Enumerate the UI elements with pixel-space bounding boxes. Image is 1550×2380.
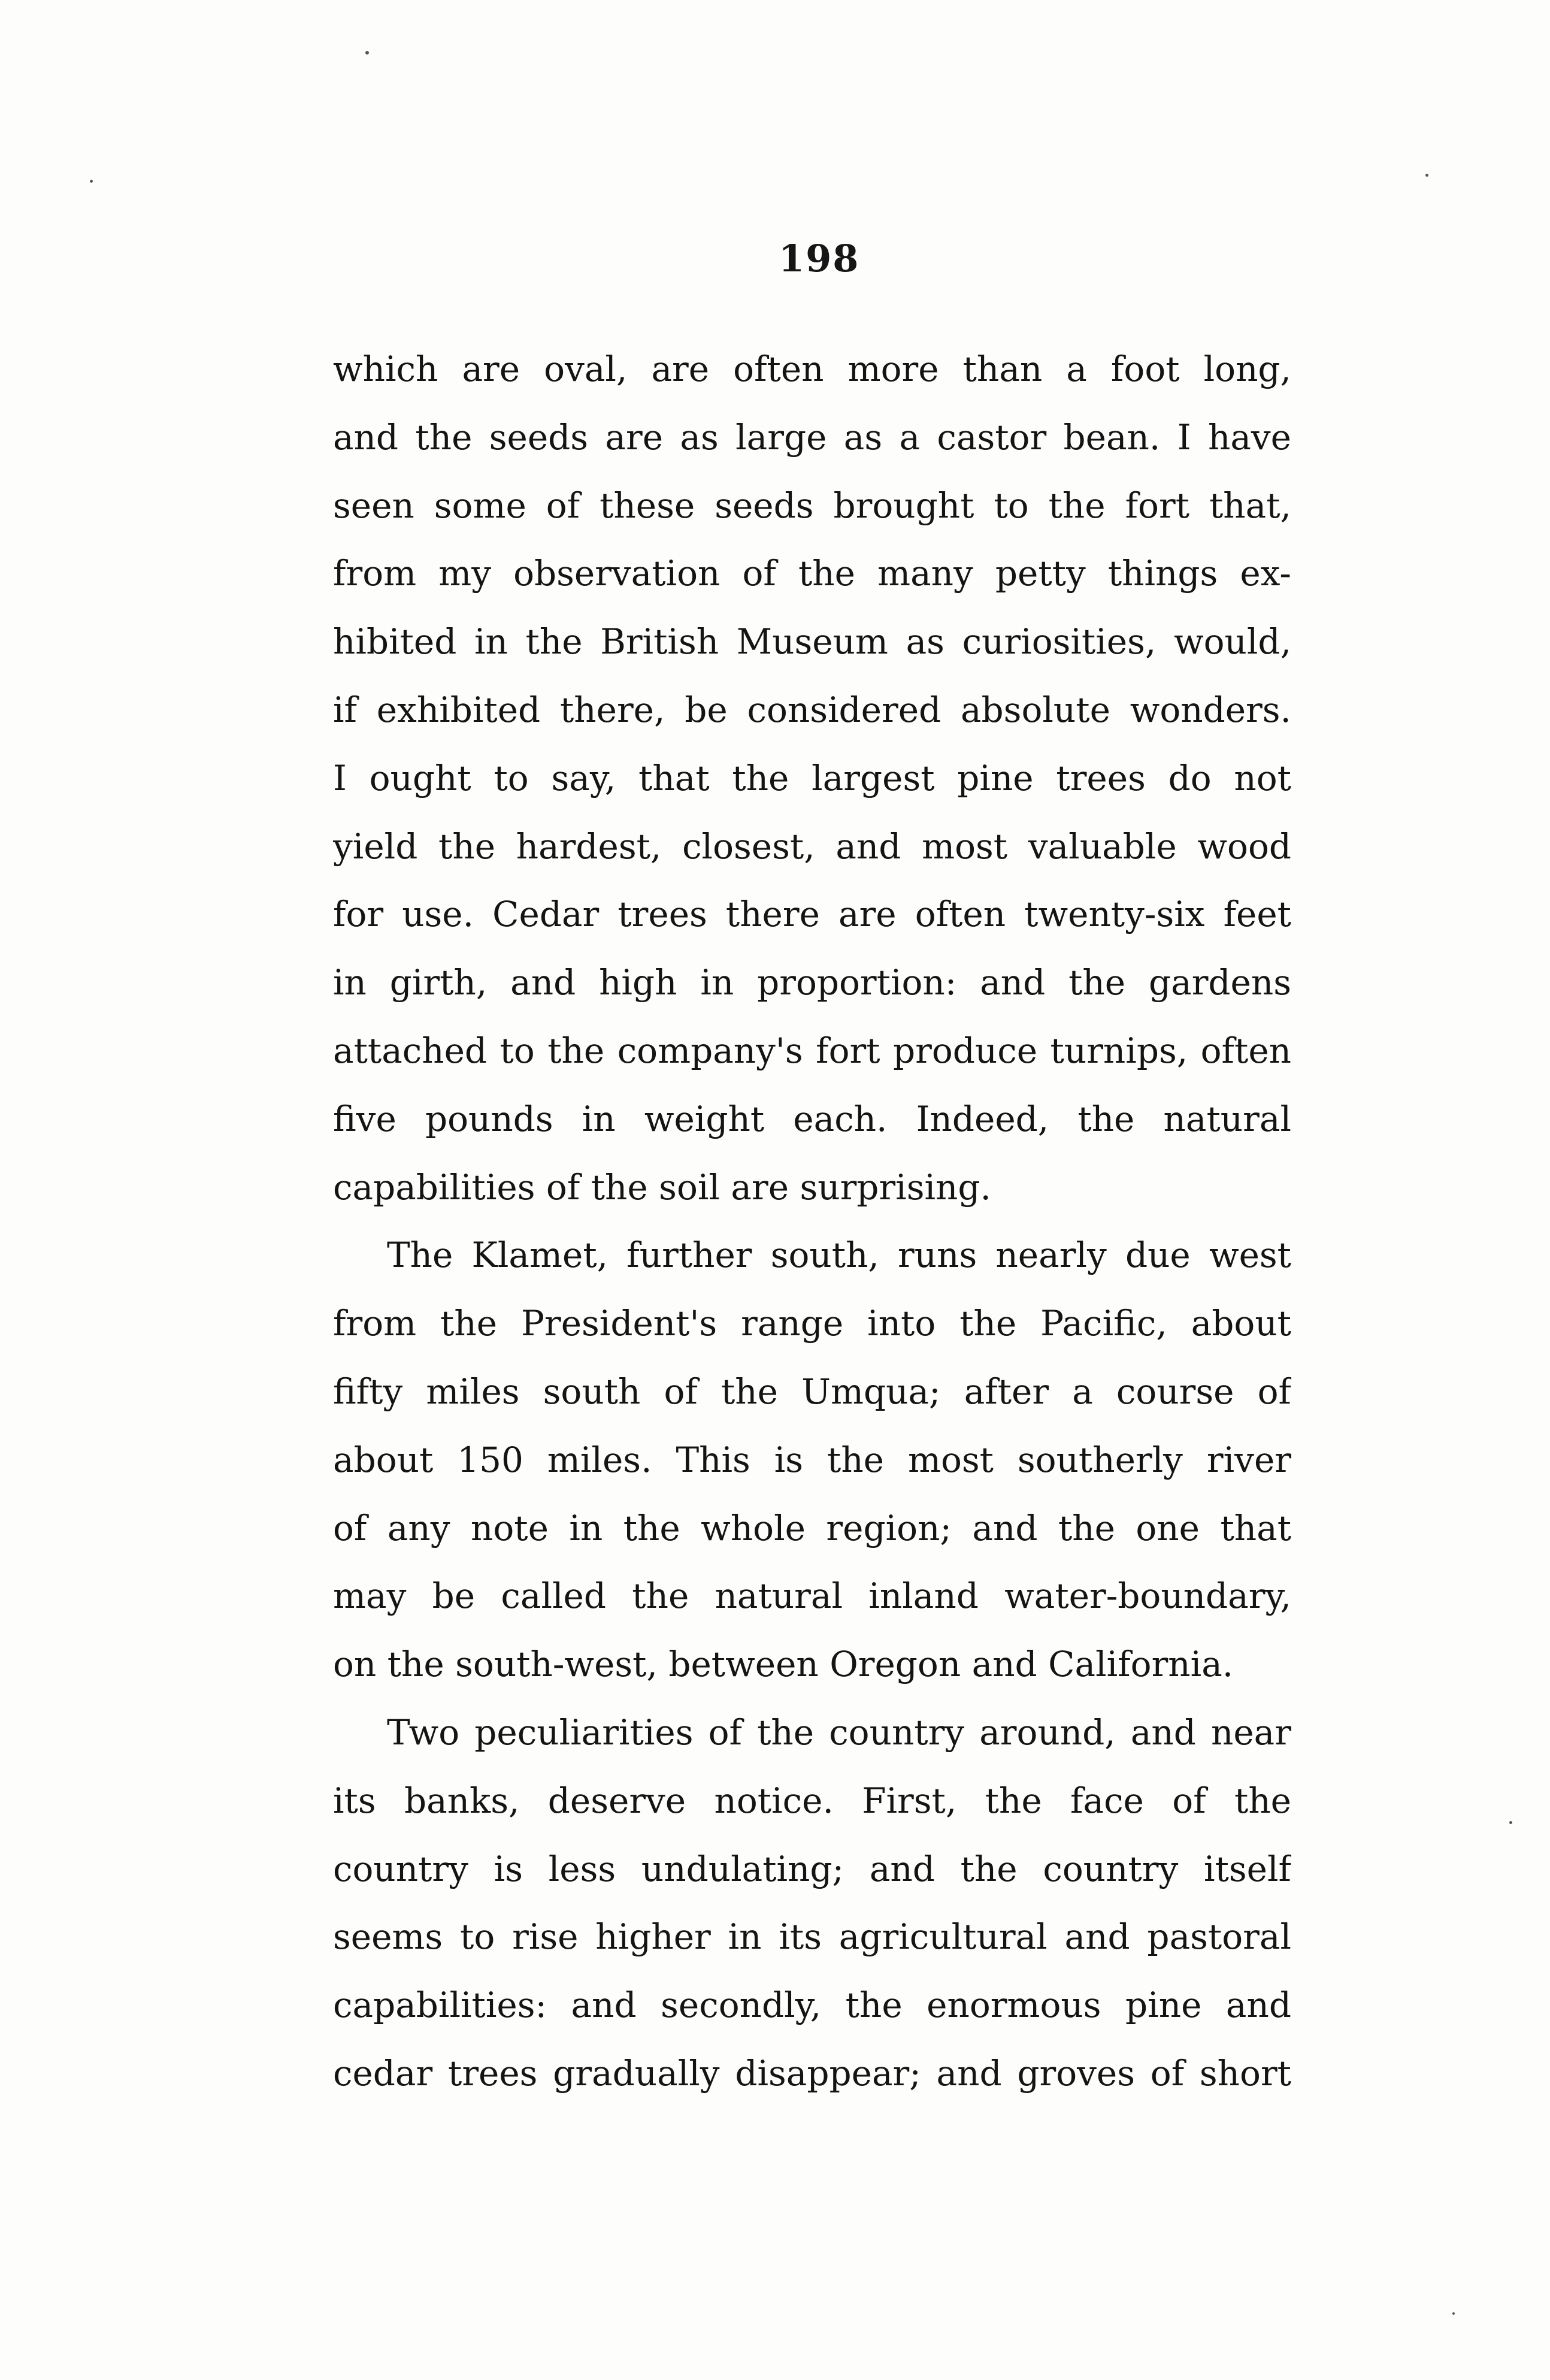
paragraph-2 (333, 1221, 1291, 1699)
paragraph-1 (333, 335, 1291, 1221)
scan-speck (1452, 2312, 1455, 2315)
text-line: attached to the company's fort produce turnips, often (333, 1030, 1291, 1071)
text-line: on the south-west, between Oregon and California. (333, 1644, 1234, 1685)
text-line: cedar trees gradually disappear; and groves of short (333, 2052, 1291, 2094)
text-line: its banks, deserve notice. First, the face of the (333, 1780, 1291, 1821)
text-line: The Klamet, further south, runs nearly due west (387, 1235, 1291, 1276)
text-line: seen some of these seeds brought to the fort that, (333, 485, 1291, 526)
text-line: five pounds in weight each. Indeed, the natural (333, 1098, 1291, 1139)
text-line: yield the hardest, closest, and most valuable wood (333, 825, 1291, 867)
body-text (333, 335, 1291, 2108)
text-line: seems to rise higher in its agricultural and pastoral (333, 1916, 1291, 1958)
scan-speck (1425, 174, 1428, 177)
text-line: in girth, and high in proportion: and the gardens (333, 962, 1291, 1003)
text-line: for use. Cedar trees there are often twenty-six feet (333, 894, 1291, 935)
text-line: from the President's range into the Pacific, about (333, 1303, 1291, 1344)
scan-speck (1509, 1821, 1512, 1824)
text-line: if exhibited there, be considered absolute wonders. (333, 689, 1291, 730)
text-line: hibited in the British Museum as curiosities, would, (333, 621, 1291, 663)
text-line: from my observation of the many petty things ex- (333, 553, 1291, 594)
scan-speck (90, 180, 93, 183)
text-line: and the seeds are as large as a castor bean. I have (333, 416, 1291, 458)
paragraph-3 (333, 1699, 1291, 2108)
scan-speck (365, 51, 369, 55)
page-number: 198 (779, 237, 860, 280)
text-line: of any note in the whole region; and the one that (333, 1507, 1291, 1549)
text-line: Two peculiarities of the country around, and near (387, 1711, 1291, 1753)
text-line: country is less undulating; and the country itself (333, 1848, 1291, 1889)
text-line: capabilities of the soil are surprising. (333, 1166, 991, 1208)
text-line: may be called the natural inland water-boundary, (333, 1575, 1291, 1617)
text-line: about 150 miles. This is the most southerly river (333, 1439, 1291, 1480)
text-line: capabilities: and secondly, the enormous pine and (333, 1985, 1291, 2026)
text-line: fifty miles south of the Umqua; after a course of (333, 1371, 1291, 1412)
text-line: I ought to say, that the largest pine trees do not (333, 757, 1291, 799)
text-line: which are oval, are often more than a foot long, (333, 349, 1291, 389)
